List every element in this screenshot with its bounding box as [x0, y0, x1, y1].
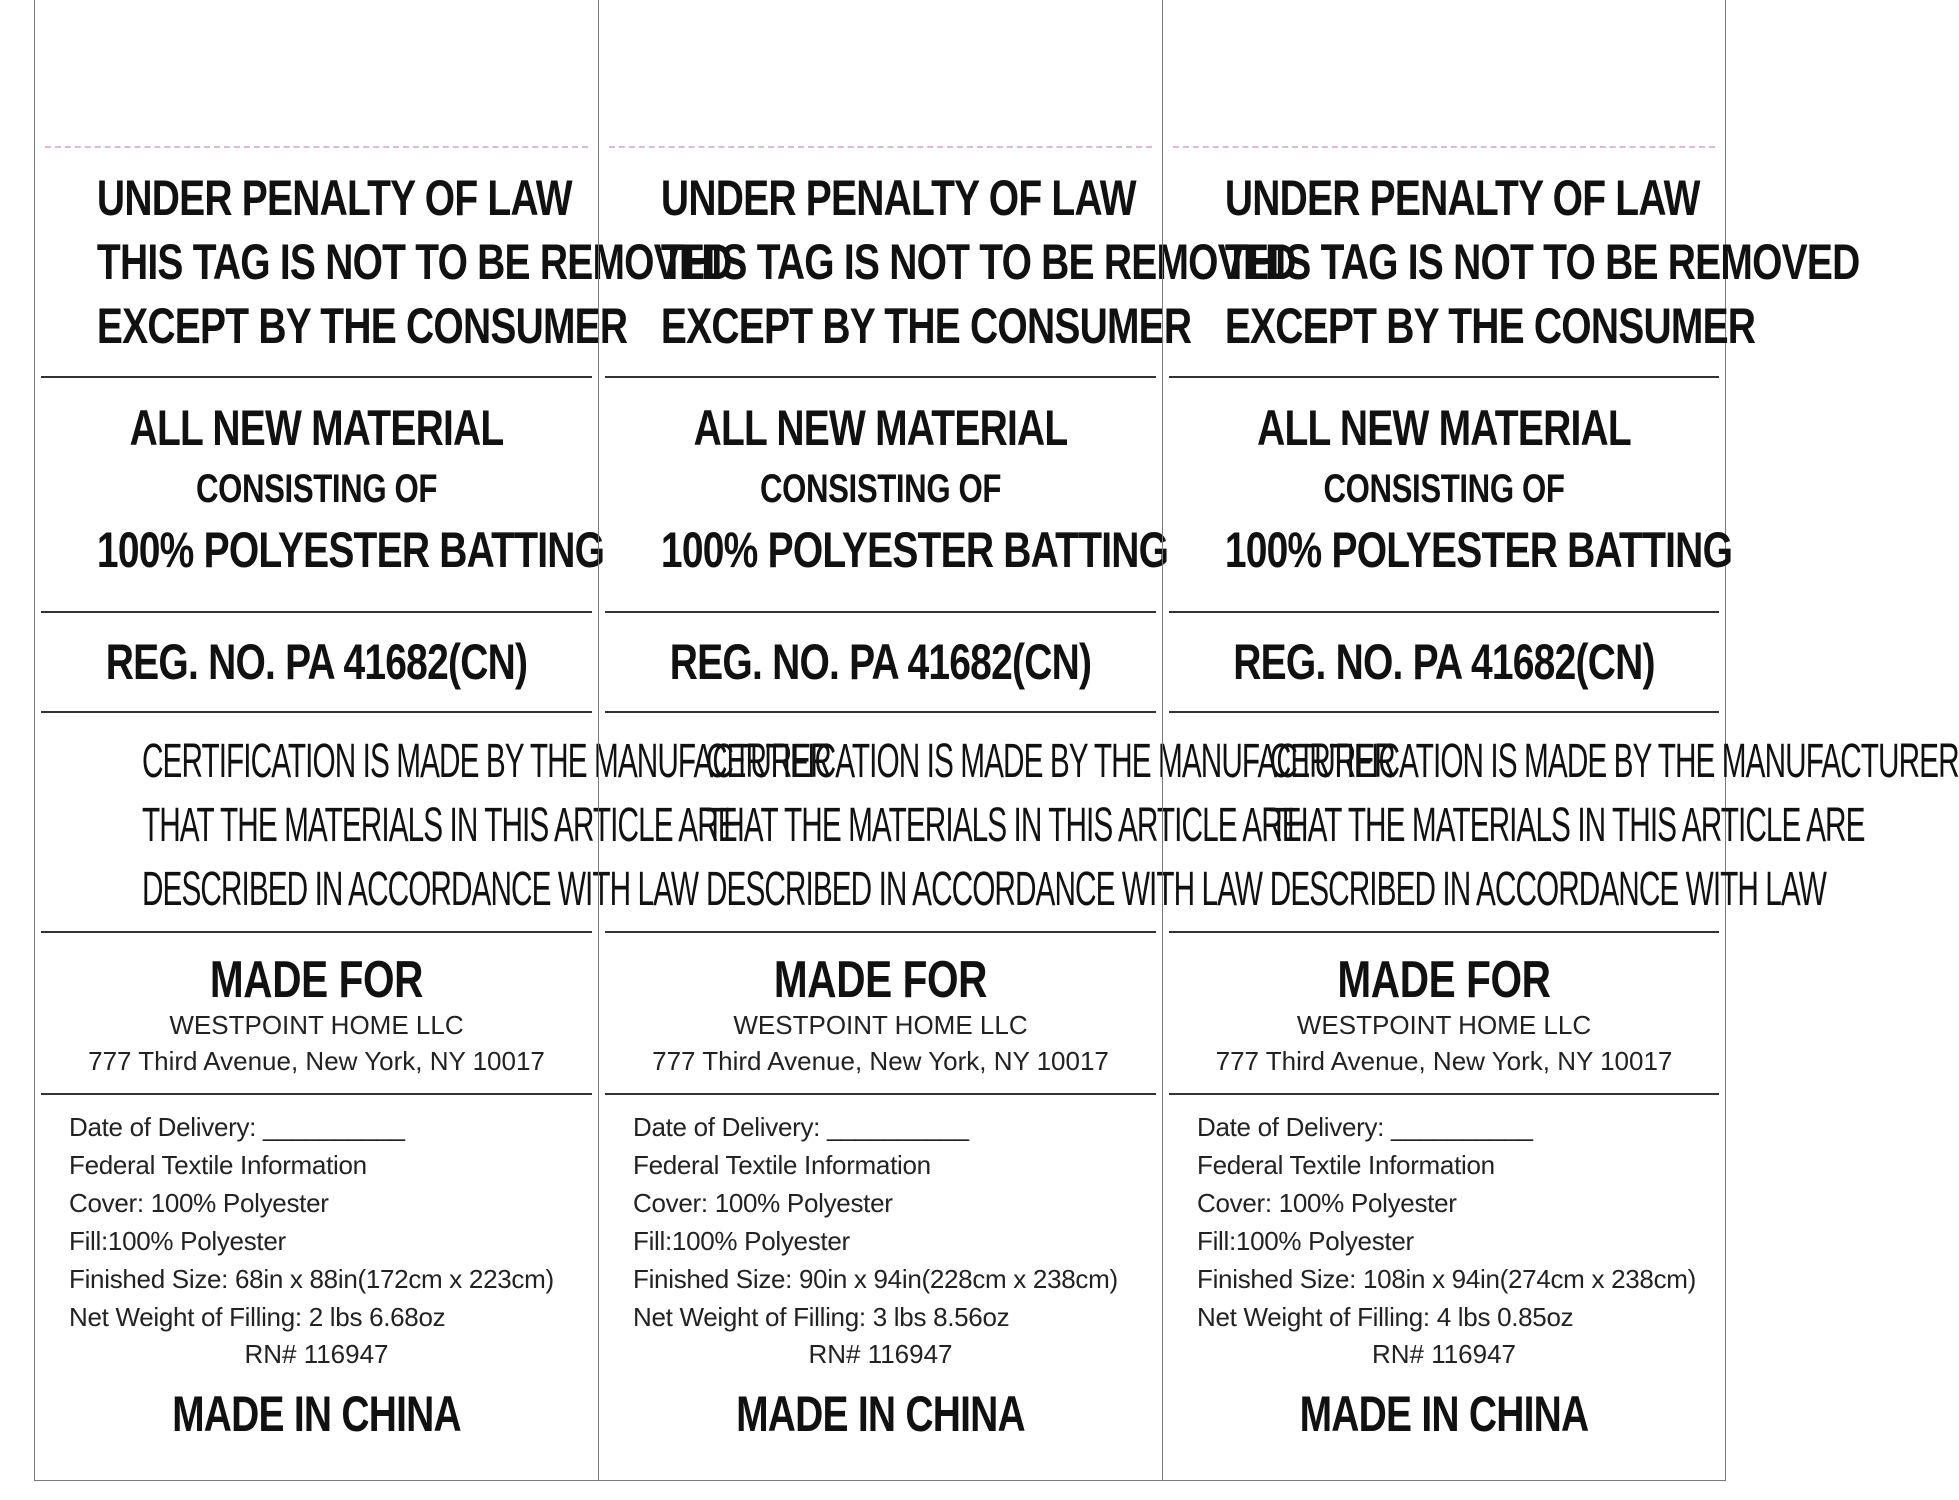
country-of-origin	[97, 1382, 536, 1446]
material-fiber: 100% POLYESTER BATTING	[1224, 522, 1733, 578]
material-subheading: CONSISTING OF	[1323, 467, 1565, 511]
divider	[605, 931, 1156, 933]
penalty-line: THIS TAG IS NOT TO BE REMOVED	[660, 234, 1296, 290]
made-for-heading	[661, 950, 1100, 1010]
material-heading: ALL NEW MATERIAL	[693, 400, 1068, 456]
penalty-line: UNDER PENALTY OF LAW	[660, 170, 1136, 226]
material-content	[660, 396, 1169, 582]
rn-number: RN# 116947	[244, 1339, 389, 1369]
material-heading: ALL NEW MATERIAL	[129, 400, 504, 456]
penalty-line: UNDER PENALTY OF LAW	[96, 170, 572, 226]
company-address: 777 Third Avenue, New York, NY 10017	[1215, 1046, 1673, 1076]
penalty-notice	[96, 166, 732, 358]
material-fiber: 100% POLYESTER BATTING	[660, 522, 1169, 578]
certification-statement	[141, 730, 831, 922]
penalty-line: EXCEPT BY THE CONSUMER	[660, 298, 1192, 354]
divider	[1169, 376, 1719, 378]
reg-number-text: REG. NO. PA 41682(CN)	[669, 634, 1092, 690]
certification-line: THAT THE MATERIALS IN THIS ARTICLE ARE	[141, 799, 737, 852]
net-weight: Net Weight of Filling: 3 lbs 8.56oz	[633, 1302, 1010, 1332]
cover-content: Cover: 100% Polyester	[69, 1188, 329, 1218]
cover-content: Cover: 100% Polyester	[1197, 1188, 1457, 1218]
country-of-origin	[1225, 1382, 1663, 1446]
company-name: WESTPOINT HOME LLC	[169, 1010, 464, 1040]
origin-text: MADE IN CHINA	[1299, 1386, 1589, 1442]
company-name: WESTPOINT HOME LLC	[733, 1010, 1028, 1040]
cover-content: Cover: 100% Polyester	[633, 1188, 893, 1218]
certification-statement	[1269, 730, 1959, 922]
origin-text: MADE IN CHINA	[736, 1386, 1025, 1442]
penalty-line: EXCEPT BY THE CONSUMER	[1224, 298, 1756, 354]
certification-line: DESCRIBED IN ACCORDANCE WITH LAW	[705, 863, 1263, 916]
textile-info-label: Federal Textile Information	[633, 1150, 931, 1180]
penalty-notice	[660, 166, 1296, 358]
divider	[1169, 1093, 1719, 1095]
penalty-line: THIS TAG IS NOT TO BE REMOVED	[96, 234, 732, 290]
rn-number: RN# 116947	[1371, 1339, 1517, 1369]
textile-info-label: Federal Textile Information	[69, 1150, 367, 1180]
penalty-notice	[1224, 166, 1860, 358]
certification-line: CERTIFICATION IS MADE BY THE MANUFACTURER	[705, 735, 1395, 788]
divider	[41, 931, 592, 933]
made-for-text: MADE FOR	[773, 951, 988, 1009]
fill-content: Fill:100% Polyester	[69, 1226, 286, 1256]
material-content	[96, 396, 605, 582]
divider	[41, 376, 592, 378]
delivery-date: Date of Delivery: __________	[1197, 1112, 1533, 1142]
fill-content: Fill:100% Polyester	[633, 1226, 850, 1256]
divider	[605, 376, 1156, 378]
origin-text: MADE IN CHINA	[172, 1386, 461, 1442]
rn-number: RN# 116947	[808, 1339, 953, 1369]
divider	[605, 1093, 1156, 1095]
finished-size: Finished Size: 108in x 94in(274cm x 238cm)	[1197, 1264, 1696, 1294]
certification-line: DESCRIBED IN ACCORDANCE WITH LAW	[141, 863, 699, 916]
penalty-line: EXCEPT BY THE CONSUMER	[96, 298, 628, 354]
perforation-line	[45, 146, 588, 148]
product-info	[1197, 1108, 1715, 1336]
divider	[605, 711, 1156, 713]
material-fiber: 100% POLYESTER BATTING	[96, 522, 605, 578]
certification-line: CERTIFICATION IS MADE BY THE MANUFACTURER	[1269, 735, 1959, 788]
certification-line: CERTIFICATION IS MADE BY THE MANUFACTURER	[141, 735, 831, 788]
product-info	[633, 1108, 1152, 1336]
perforation-line	[609, 146, 1152, 148]
made-for-heading	[97, 950, 536, 1010]
registration-number	[661, 630, 1100, 694]
divider	[605, 611, 1156, 613]
divider	[1169, 931, 1719, 933]
material-heading: ALL NEW MATERIAL	[1257, 400, 1631, 456]
delivery-date: Date of Delivery: __________	[69, 1112, 405, 1142]
company-address: 777 Third Avenue, New York, NY 10017	[88, 1046, 545, 1076]
finished-size: Finished Size: 68in x 88in(172cm x 223cm)	[69, 1264, 554, 1294]
perforation-line	[1173, 146, 1715, 148]
reg-number-text: REG. NO. PA 41682(CN)	[105, 634, 528, 690]
product-info	[69, 1108, 588, 1336]
law-tag-3	[1162, 0, 1959, 1481]
finished-size: Finished Size: 90in x 94in(228cm x 238cm)	[633, 1264, 1118, 1294]
net-weight: Net Weight of Filling: 4 lbs 0.85oz	[1197, 1302, 1574, 1332]
material-subheading: CONSISTING OF	[195, 467, 438, 511]
divider	[1169, 711, 1719, 713]
made-for-heading	[1225, 950, 1663, 1010]
made-for-text: MADE FOR	[209, 951, 424, 1009]
registration-number	[1225, 630, 1663, 694]
certification-line: THAT THE MATERIALS IN THIS ARTICLE ARE	[1269, 799, 1865, 852]
company-name: WESTPOINT HOME LLC	[1296, 1010, 1592, 1040]
delivery-date: Date of Delivery: __________	[633, 1112, 969, 1142]
certification-line: THAT THE MATERIALS IN THIS ARTICLE ARE	[705, 799, 1301, 852]
divider	[41, 711, 592, 713]
textile-info-label: Federal Textile Information	[1197, 1150, 1495, 1180]
reg-number-text: REG. NO. PA 41682(CN)	[1233, 634, 1655, 690]
penalty-line: UNDER PENALTY OF LAW	[1224, 170, 1700, 226]
certification-line: DESCRIBED IN ACCORDANCE WITH LAW	[1269, 863, 1826, 916]
registration-number	[97, 630, 536, 694]
divider	[41, 611, 592, 613]
divider	[1169, 611, 1719, 613]
company-address: 777 Third Avenue, New York, NY 10017	[652, 1046, 1109, 1076]
tag-sheet	[34, 0, 1959, 1481]
penalty-line: THIS TAG IS NOT TO BE REMOVED	[1224, 234, 1860, 290]
material-content	[1224, 396, 1733, 582]
made-for-text: MADE FOR	[1337, 951, 1551, 1009]
country-of-origin	[661, 1382, 1100, 1446]
material-subheading: CONSISTING OF	[759, 467, 1002, 511]
certification-statement	[705, 730, 1395, 922]
divider	[41, 1093, 592, 1095]
fill-content: Fill:100% Polyester	[1197, 1226, 1414, 1256]
net-weight: Net Weight of Filling: 2 lbs 6.68oz	[69, 1302, 446, 1332]
